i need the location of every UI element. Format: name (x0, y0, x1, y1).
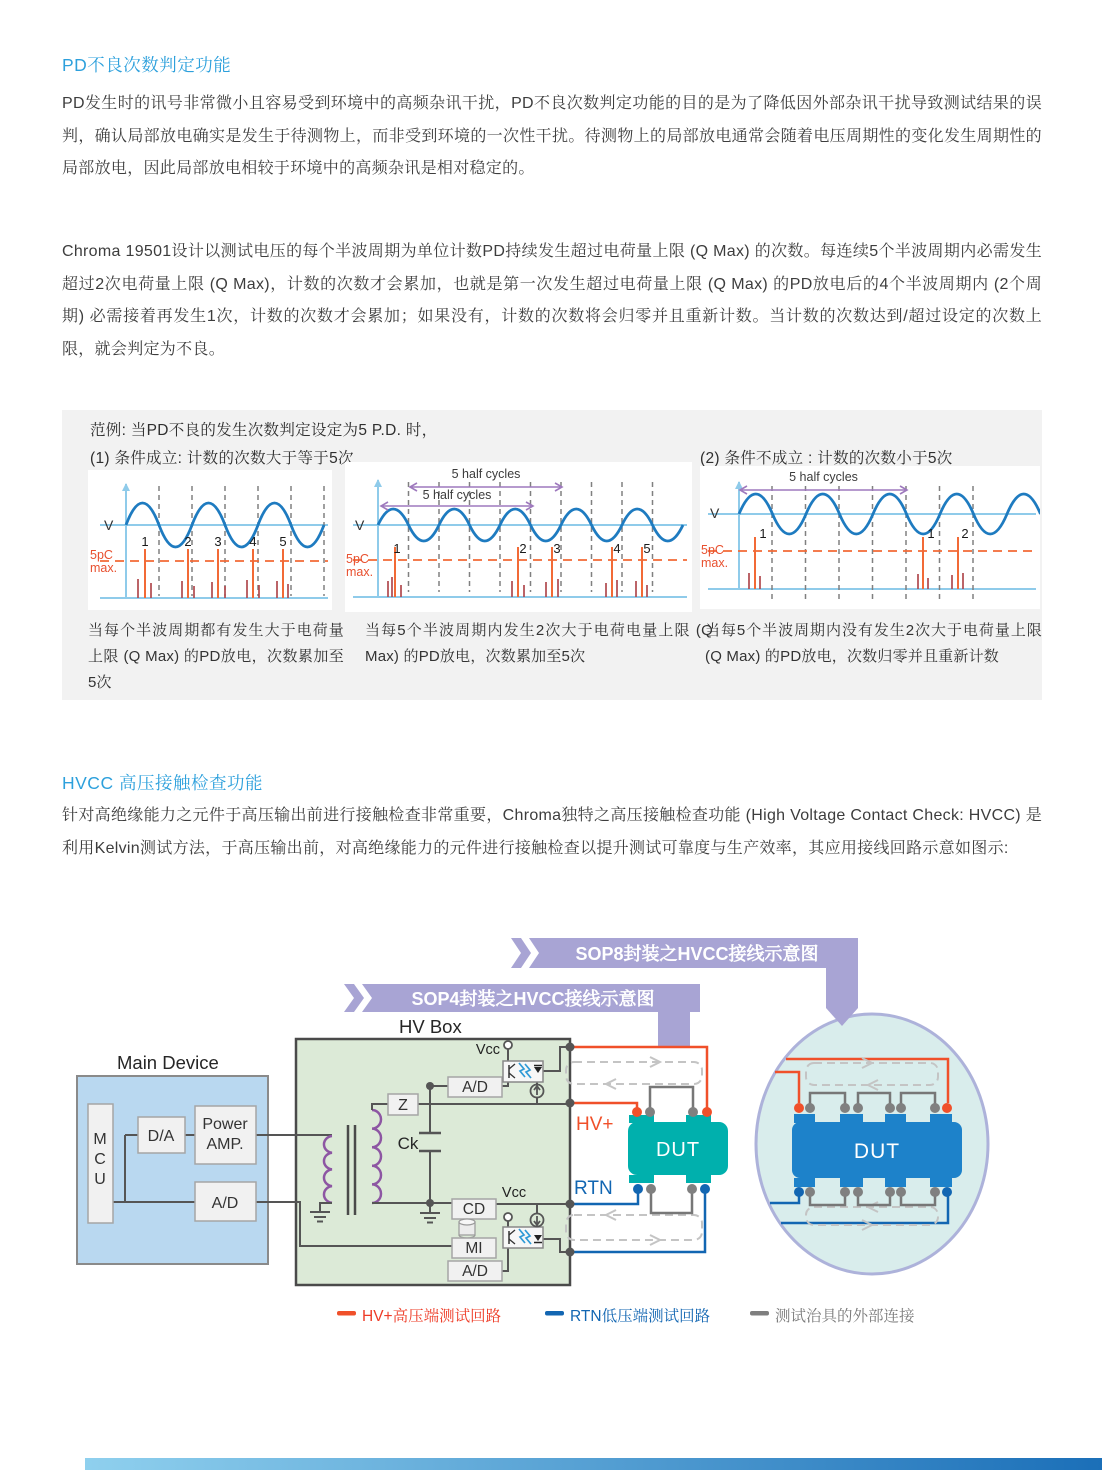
optocoupler-icon (503, 1061, 543, 1082)
probe-dot-sense (930, 1103, 940, 1113)
probe-dot-sense (885, 1187, 895, 1197)
example-case2-label: (2) 条件不成立 : 计数的次数小于5次 (700, 450, 953, 467)
count-label: 4 (249, 534, 257, 549)
probe-dot-sense (896, 1187, 906, 1197)
probe-dot-sense (805, 1187, 815, 1197)
count-label: 2 (519, 541, 527, 556)
count-label: 2 (961, 526, 969, 541)
mcu-letter: M (93, 1131, 107, 1148)
probe-dot-sense (896, 1103, 906, 1113)
probe-dot-sense (930, 1187, 940, 1197)
probe-dot-hv (702, 1107, 712, 1117)
probe-dot-sense (645, 1107, 655, 1117)
ad-top-label: A/D (462, 1079, 488, 1096)
pd-paragraph-1: PD发生时的讯号非常微小且容易受到环境中的高频杂讯干扰，PD不良次数判定功能的目的是为了降低因外部杂讯干扰导致测试结果的误判，确认局部放电确实是发生于待测物上，而非受到环境的一次性干扰。待测物上的局部放电通常会随着电压周期性的变化发生周期性的局部放电，因此局部放电相较于环境中的高频杂讯是相对稳定的。 (62, 95, 1042, 177)
probe-dot-rtn (700, 1184, 710, 1194)
sop4-dut (628, 1107, 728, 1194)
hvcc-check-loop (566, 1062, 702, 1084)
vcc-top-label: Vcc (475, 1042, 500, 1058)
probe-dot-hv (794, 1103, 804, 1113)
count-label: 1 (393, 541, 401, 556)
example-case1-label: (1) 条件成立: 计数的次数大于等于5次 (90, 450, 354, 467)
dut-label: DUT (853, 1140, 901, 1163)
vcc-terminal (504, 1041, 512, 1049)
legend-swatch-rtn (545, 1311, 564, 1316)
count-label: 1 (141, 534, 149, 549)
hv-plus-label: HV+ (576, 1114, 614, 1135)
hv-box-label: HV Box (399, 1016, 462, 1037)
count-label: 5 (279, 534, 287, 549)
power-amp-block (195, 1106, 256, 1164)
threshold-label: 5pC (701, 543, 724, 557)
probe-dot-hv (942, 1103, 952, 1113)
junction-dot (426, 1082, 434, 1090)
vcc-terminal (504, 1213, 512, 1221)
half-cycles-label: 5 half cycles (422, 488, 492, 502)
count-label: 4 (613, 541, 621, 556)
half-cycles-label: 5 half cycles (789, 470, 858, 484)
z-label: Z (398, 1097, 408, 1114)
rtn-label: RTN (574, 1178, 613, 1199)
mi-label: MI (465, 1240, 483, 1257)
threshold-label: 5pC (346, 552, 369, 566)
probe-dot-sense (840, 1187, 850, 1197)
sensor-cylinder-icon (459, 1219, 475, 1238)
panel-caption-3: 当每5个半波周期内没有发生2次大于电荷量上限 (Q Max) 的PD放电，次数归零并且重新计数 (705, 622, 1042, 665)
legend-label-fixture: 测试治具的外部连接 (775, 1308, 915, 1325)
count-label: 3 (214, 534, 222, 549)
main-device-label: Main Device (117, 1052, 219, 1073)
pd-example-box (62, 410, 1042, 700)
half-cycles-label: 5 half cycles (451, 467, 521, 481)
count-label: 2 (184, 534, 192, 549)
v-axis-label: V (355, 517, 365, 533)
probe-dot-rtn (794, 1187, 804, 1197)
pd-section-heading: PD不良次数判定功能 (62, 55, 232, 75)
probe-dot-sense (885, 1103, 895, 1113)
count-label: 1 (927, 526, 935, 541)
threshold-label: max. (701, 556, 729, 570)
mcu-letter: C (94, 1151, 106, 1168)
legend-swatch-hv (337, 1311, 356, 1316)
v-axis-label: V (710, 505, 720, 521)
power-amp-label: Power (202, 1116, 248, 1133)
sop8-banner-label: SOP8封装之HVCC接线示意图 (575, 944, 819, 964)
ad-bottom-label: A/D (462, 1263, 488, 1280)
edge-terminal-dot (566, 1200, 575, 1209)
probe-dot-sense (853, 1103, 863, 1113)
da-label: D/A (147, 1128, 175, 1145)
example-title: 范例: 当PD不良的发生次数判定设定为5 P.D. 时， (90, 422, 438, 439)
probe-dot-sense (688, 1107, 698, 1117)
fixture-bridge-wire (651, 1191, 692, 1213)
count-label: 1 (759, 526, 767, 541)
panel-caption-2: 当每5个半波周期内发生2次大于电荷电量上限 (Q Max) 的PD放电，次数累加至5次 (365, 622, 713, 665)
hvcc-section-heading: HVCC 高压接触检查功能 (62, 773, 263, 793)
ad-label: A/D (211, 1195, 239, 1212)
page-footer-bar (85, 1458, 1102, 1470)
count-label: 3 (553, 541, 561, 556)
threshold-label: 5pC (90, 548, 113, 562)
edge-terminal-dot (566, 1248, 575, 1257)
edge-terminal-dot (566, 1043, 575, 1052)
count-label: 5 (643, 541, 651, 556)
probe-dot-sense (853, 1187, 863, 1197)
hvcc-paragraph: 针对高绝缘能力之元件于高压输出前进行接触检查非常重要，Chroma独特之高压接触检查功能 (High Voltage Contact Check: HVCC) 是利用Kelvin测试方法，于高压输出前，对高绝缘能力的元件进行接触检查以提升测试可靠度与生产效率，其应用接线回路示意如图示: (62, 807, 1042, 857)
edge-terminal-dot (566, 1099, 575, 1108)
waveform-panel-3 (700, 466, 1040, 609)
v-axis-label: V (104, 517, 114, 533)
fixture-bridge-wire (650, 1087, 693, 1108)
ck-label: Ck (397, 1134, 419, 1153)
junction-dot (426, 1199, 434, 1207)
power-amp-label2: AMP. (206, 1136, 244, 1153)
panel-caption-1: 当每个半波周期都有发生大于电荷量上限 (Q Max) 的PD放电，次数累加至5次 (88, 622, 344, 691)
mcu-letter: U (94, 1171, 106, 1188)
probe-dot-hv (632, 1107, 642, 1117)
hvcc-wiring-diagram (0, 930, 1102, 1350)
threshold-label: max. (346, 565, 374, 579)
cd-label: CD (462, 1201, 486, 1218)
hvcc-check-loop (566, 1215, 702, 1240)
sop4-banner-label: SOP4封装之HVCC接线示意图 (411, 989, 655, 1009)
optocoupler-icon (503, 1227, 543, 1248)
dut-label: DUT (655, 1139, 701, 1161)
legend-swatch-fixture (750, 1311, 769, 1316)
probe-dot-sense (840, 1103, 850, 1113)
vcc-bottom-label: Vcc (501, 1185, 527, 1201)
diagram-legend (337, 1306, 915, 1325)
probe-dot-sense (805, 1103, 815, 1113)
probe-dot-rtn (633, 1184, 643, 1194)
waveform-panel-2 (345, 462, 692, 612)
threshold-label: max. (90, 561, 118, 575)
legend-label-rtn: RTN低压端测试回路 (570, 1308, 711, 1325)
probe-dot-rtn (942, 1187, 952, 1197)
probe-dot-sense (646, 1184, 656, 1194)
probe-dot-sense (687, 1184, 697, 1194)
pd-paragraph-2: Chroma 19501设计以测试电压的每个半波周期为单位计数PD持续发生超过电荷量上限 (Q Max) 的次数。每连续5个半波周期内必需发生超过2次电荷量上限 (Q Max)，计数的次数才会累加，也就是第一次发生超过电荷量上限 (Q Max) 的PD放电后的4个半波周期内 (2个周期) 必需接着再发生1次，计数的次数才会累加；如果没有，计数的次数将会归零并且重新计数。当计数的次数达到/超过设定的次数上限，就会判定为不良。 (62, 243, 1042, 358)
legend-label-hv: HV+高压端测试回路 (362, 1308, 502, 1325)
waveform-panel-1 (88, 470, 332, 610)
sop4-banner (344, 984, 700, 1046)
